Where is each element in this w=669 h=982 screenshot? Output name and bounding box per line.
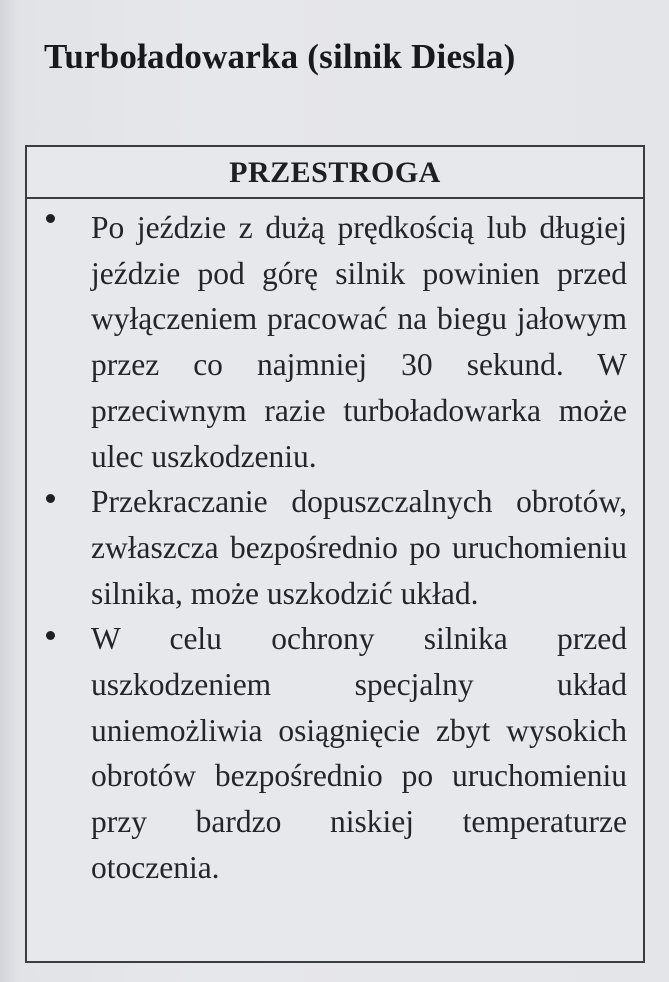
caution-item (27, 199, 643, 479)
caution-item-text: W celu ochrony silnika przed uszkodzeniem specjalny układ uniemożliwia osiągnięcie zbyt wysokich obrotów bezpośrednio po uruchomieniu przy bardzo niskiej temperaturze otoczenia. (91, 621, 627, 885)
bullet-icon (46, 214, 55, 223)
bullet-icon (46, 631, 55, 640)
bullet-icon (46, 494, 55, 503)
caution-item (27, 479, 643, 616)
caution-heading: PRZESTROGA (27, 147, 643, 199)
caution-item (27, 616, 643, 890)
caution-item-text: Po jeździe z dużą prędkością lub długiej jeździe pod górę silnik powinien przed wyłączeniem pracować na biegu jałowym przez co najmniej 30 sekund. W przeciwnym razie turboładowarka może ulec uszkodzeniu. (91, 210, 627, 474)
caution-box (25, 145, 645, 963)
caution-list (27, 199, 643, 891)
caution-item-text: Przekraczanie dopuszczalnych obrotów, zwłaszcza bezpośrednio po uruchomieniu silnika, może uszkodzić układ. (91, 484, 627, 611)
page-title: Turboładowarka (silnik Diesla) (44, 37, 516, 77)
